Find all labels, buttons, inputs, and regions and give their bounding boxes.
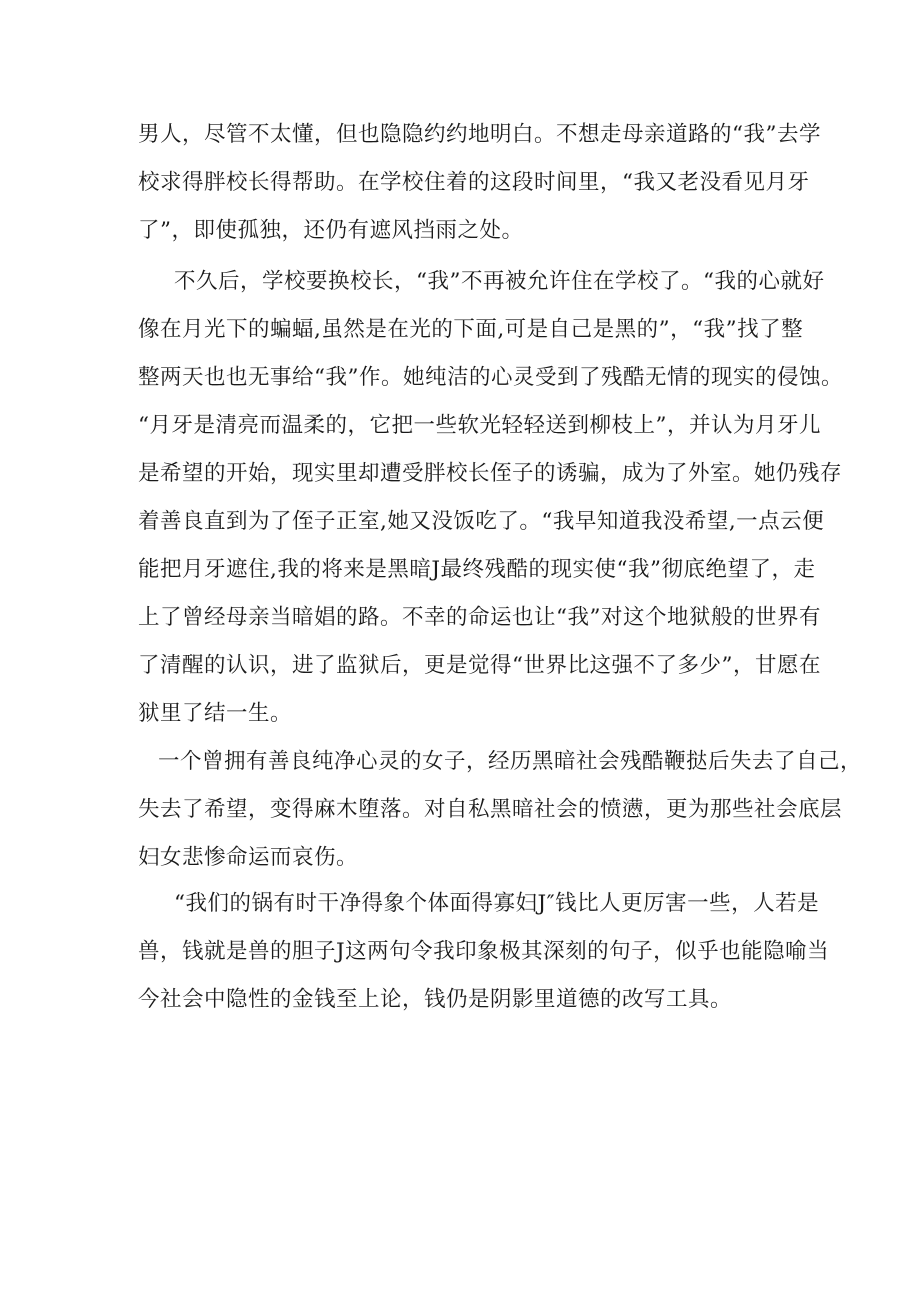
text-line: 不久后，学校要换校长，“我”不再被允许住在学校了。“我的心就好 (174, 269, 825, 294)
text-line: 校求得胖校长得帮助。在学校住着的这段时间里，“我又老没看见月牙 (138, 170, 810, 195)
text-line: 是希望的开始，现实里却遭受胖校长侄子的诱骗，成为了外室。她仍残存 (138, 461, 843, 486)
text-line: 上了曾经母亲当暗娼的路。不幸的命运也让“我”对这个地狱般的世界有 (138, 605, 821, 630)
paragraph-3 (138, 738, 863, 882)
text-line: 能把月牙遮住,我的将来是黑暗J最终残酷的现实使“我”彻底绝望了，走 (138, 557, 816, 582)
text-line: 了清醒的认识，进了监狱后，更是觉得“世界比这强不了多少”，甘愿在 (138, 653, 821, 678)
text-line: 妇女悲惨命运而哀伤。 (138, 845, 359, 870)
paragraph-2 (138, 258, 843, 738)
text-line: 整两天也也无事给“我”作。她纯洁的心灵受到了残酷无情的现实的侵蚀。 (138, 365, 843, 390)
text-line: 着善良直到为了侄子正室,她又没饭吃了。“我早知道我没希望,一点云便 (138, 509, 825, 534)
paragraph-4 (138, 880, 830, 1024)
text-line: 了”，即使孤独，还仍有遮风挡雨之处。 (138, 218, 524, 243)
text-line: 一个曾拥有善良纯净心灵的女子，经历黑暗社会残酷鞭挞后失去了自己， (158, 749, 863, 774)
paragraph-1 (138, 111, 821, 255)
text-line: 狱里了结一生。 (138, 701, 293, 726)
text-line: “我们的锅有时干净得象个体面得寡妇J″钱比人更厉害一些，人若是 (174, 891, 820, 916)
text-line: 失去了希望，变得麻木堕落。对自私黑暗社会的愤懑，更为那些社会底层 (138, 797, 843, 822)
text-line: 兽，钱就是兽的胆子J这两句令我印象极其深刻的句子，似乎也能隐喻当 (138, 939, 830, 964)
text-line: 像在月光下的蝙蝠,虽然是在光的下面,可是自己是黑的”，“我”找了整 (138, 317, 804, 342)
text-line: “月牙是清亮而温柔的，它把一些软光轻轻送到柳枝上”，并认为月牙儿 (138, 413, 821, 438)
text-line: 男人，尽管不太懂，但也隐隐约约地明白。不想走母亲道路的“我”去学 (138, 122, 821, 147)
text-line: 今社会中隐性的金钱至上论，钱仍是阴影里道德的改写工具。 (138, 987, 733, 1012)
